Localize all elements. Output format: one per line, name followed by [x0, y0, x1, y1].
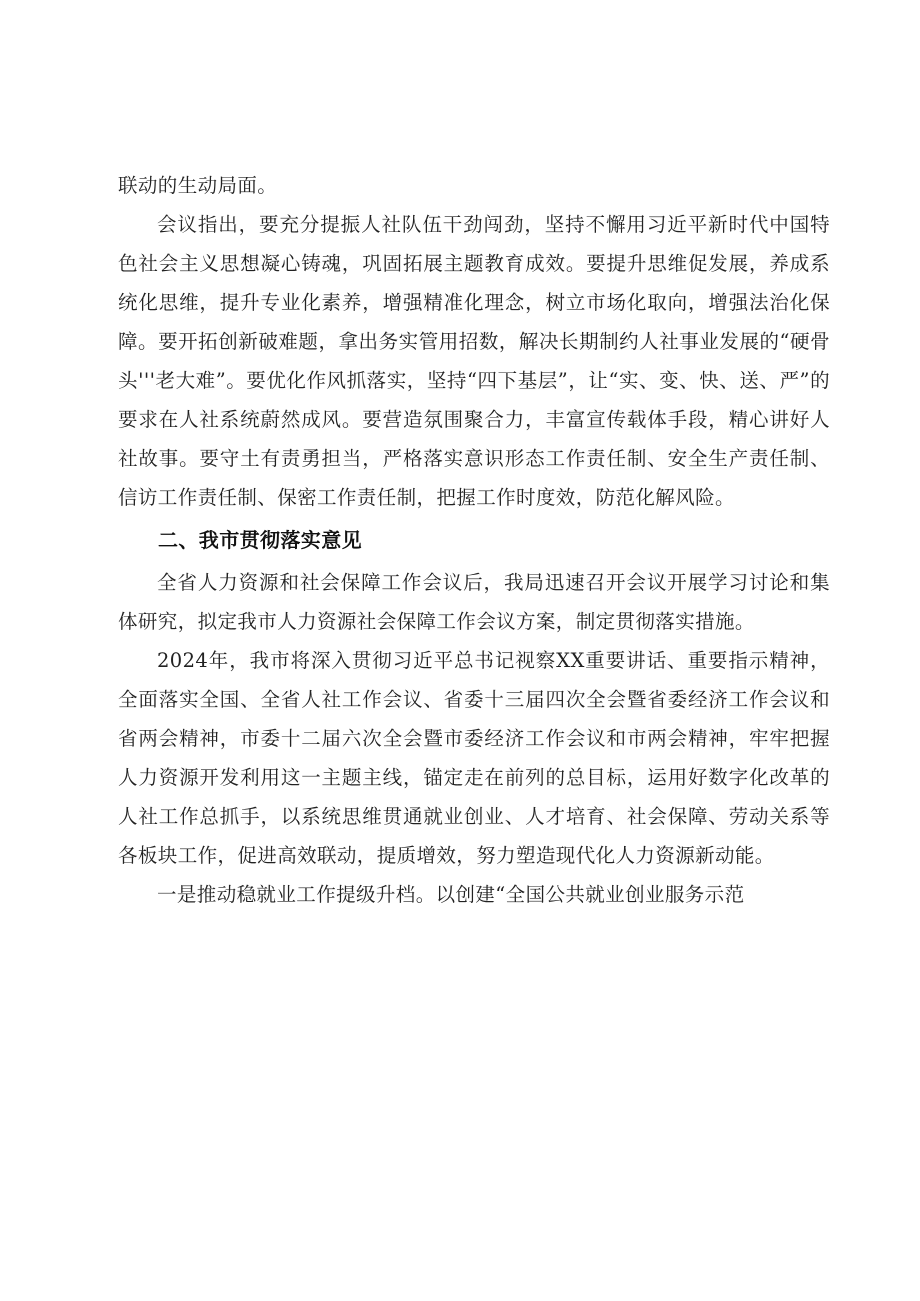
- paragraph-employment: 一是推动稳就业工作提级升档。以创建“全国公共就业创业服务示范: [157, 883, 745, 906]
- document-body: [118, 166, 830, 914]
- section-heading: 二、我市贯彻落实意见: [158, 528, 362, 552]
- paragraph-after-meeting: 全省人力资源和社会保障工作会议后，我局迅速召开会议开展学习讨论和集体研究，拟定我市人力资源社会保障工作会议方案，制定贯彻落实措施。: [118, 571, 830, 633]
- paragraph-2024-plan: 2024年，我市将深入贯彻习近平总书记视察XX重要讲话、重要指示精神，全面落实全国、全省人社工作会议、省委十三届四次全会暨省委经济工作会议和省两会精神，市委十二届六次全会暨市委经济工作会议和市两会精神，牢牢把握人力资源开发利用这一主题主线，锚定走在前列的总目标，运用好数字化改革的人社工作总抓手，以系统思维贯通就业创业、人才培育、社会保障、劳动关系等各板块工作，促进高效联动，提质增效，努力塑造现代化人力资源新动能。: [118, 649, 830, 867]
- paragraph-meeting-points: 会议指出，要充分提振人社队伍干劲闯劲，坚持不懈用习近平新时代中国特色社会主义思想凝心铸魂，巩固拓展主题教育成效。要提升思维促发展，养成系统化思维，提升专业化素养，增强精准化理念，树立市场化取向，增强法治化保障。要开拓创新破难题，拿出务实管用招数，解决长期制约人社事业发展的“硬骨头'''老大难”。要优化作风抓落实，坚持“四下基层”，让“实、变、快、送、严”的要求在人社系统蔚然成风。要营造氛围聚合力，丰富宣传载体手段，精心讲好人社故事。要守土有责勇担当，严格落实意识形态工作责任制、安全生产责任制、信访工作责任制、保密工作责任制，把握工作时度效，防范化解风险。: [118, 213, 830, 509]
- paragraph-continuation: 联动的生动局面。: [118, 174, 278, 197]
